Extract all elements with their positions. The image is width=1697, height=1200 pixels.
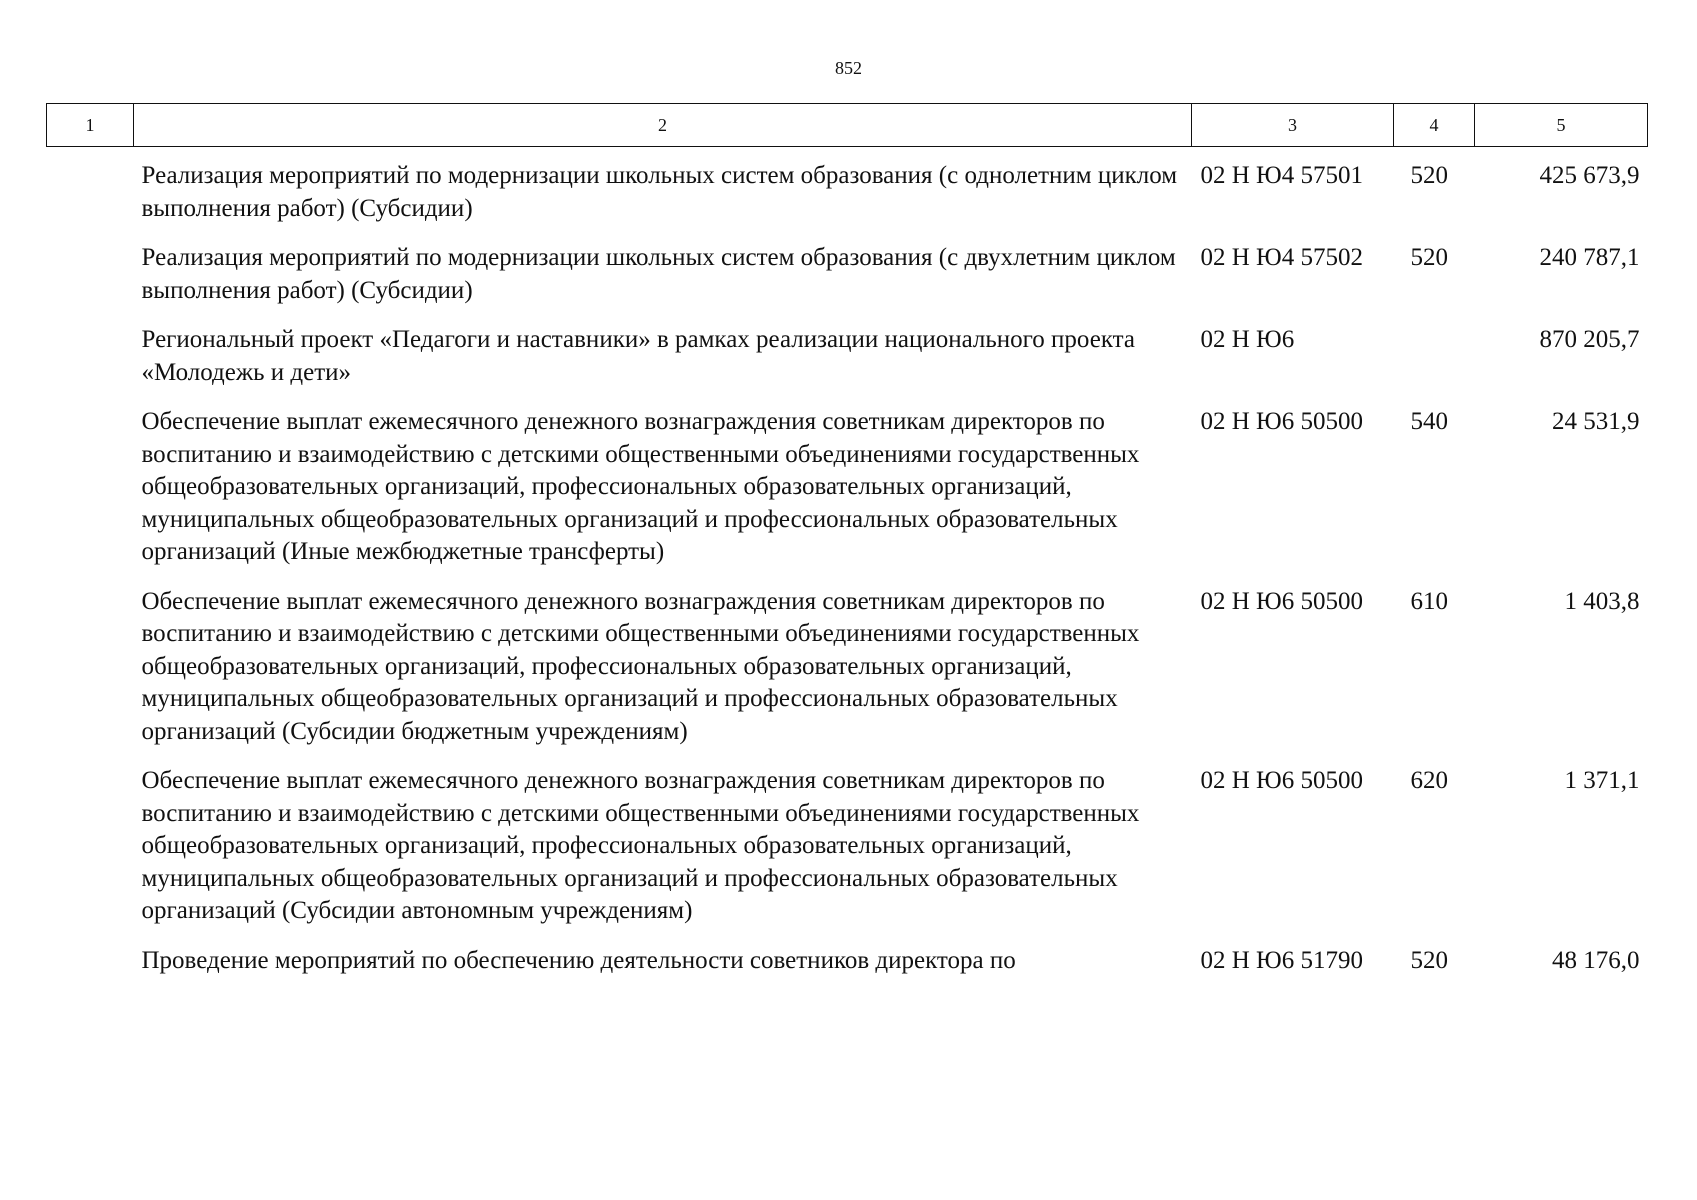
row-type: 520	[1410, 244, 1448, 271]
row-value: 425 673,9	[1539, 162, 1640, 189]
table-row	[47, 945, 1648, 978]
table-row	[47, 324, 1648, 406]
column-4-header: 4	[1394, 104, 1475, 147]
row-description: Реализация мероприятий по модернизации школьных систем образования (с двухлетним циклом выполнения работ) (Субсидии)	[141, 244, 1176, 304]
row-type: 610	[1410, 587, 1448, 615]
row-value: 1 371,1	[1564, 767, 1640, 794]
row-value: 24 531,9	[1552, 408, 1640, 435]
column-number-header	[47, 104, 1648, 147]
row-description: Проведение мероприятий по обеспечению деятельности советников директора по	[141, 946, 1016, 974]
table-row	[47, 765, 1648, 945]
table-row	[47, 406, 1648, 586]
row-description: Обеспечение выплат ежемесячного денежного вознаграждения советникам директоров по воспитанию и взаимодействию с детскими общественными объединениями государственных общеобразовательных организаций, профессиональных образовательных организаций, муниципальных общеобразовательных организаций и профессиональных образовательных организаций (Субсидии бюджетным учреждениям)	[141, 587, 1140, 745]
row-value: 870 205,7	[1539, 326, 1640, 353]
column-5-header: 5	[1475, 104, 1648, 147]
column-1-header: 1	[47, 104, 134, 147]
table-row	[47, 586, 1648, 766]
row-type: 520	[1410, 946, 1448, 974]
row-code: 02 Н Ю4 57501	[1200, 162, 1363, 189]
row-code: 02 Н Ю6	[1200, 326, 1295, 353]
column-2-header: 2	[134, 104, 1192, 147]
row-code: 02 Н Ю6 50500	[1200, 408, 1363, 435]
table-row	[47, 147, 1648, 243]
row-description: Региональный проект «Педагоги и наставники» в рамках реализации национального проекта «Молодежь и дети»	[141, 326, 1135, 386]
row-type: 620	[1410, 767, 1448, 794]
row-code: 02 Н Ю6 51790	[1200, 946, 1363, 974]
column-3-header: 3	[1192, 104, 1394, 147]
row-type	[1394, 324, 1475, 406]
row-type: 540	[1410, 408, 1448, 435]
row-code: 02 Н Ю6 50500	[1200, 767, 1363, 794]
row-type: 520	[1410, 162, 1448, 189]
row-code: 02 Н Ю6 50500	[1200, 587, 1363, 615]
row-code: 02 Н Ю4 57502	[1200, 244, 1363, 271]
row-description: Обеспечение выплат ежемесячного денежного вознаграждения советникам директоров по воспитанию и взаимодействию с детскими общественными объединениями государственных общеобразовательных организаций, профессиональных образовательных организаций, муниципальных общеобразовательных организаций и профессиональных образовательных организаций (Субсидии автономным учреждениям)	[141, 767, 1140, 924]
row-value: 240 787,1	[1539, 244, 1640, 271]
budget-table	[46, 103, 1648, 977]
row-value: 48 176,0	[1552, 946, 1640, 974]
row-description: Реализация мероприятий по модернизации школьных систем образования (с однолетним циклом выполнения работ) (Субсидии)	[141, 162, 1178, 222]
page-number: 852	[835, 58, 862, 78]
row-description: Обеспечение выплат ежемесячного денежного вознаграждения советникам директоров по воспитанию и взаимодействию с детскими общественными объединениями государственных общеобразовательных организаций, профессиональных образовательных организаций, муниципальных общеобразовательных организаций и профессиональных образовательных организаций (Иные межбюджетные трансферты)	[141, 408, 1140, 565]
table-row	[47, 242, 1648, 324]
row-value: 1 403,8	[1564, 587, 1640, 615]
